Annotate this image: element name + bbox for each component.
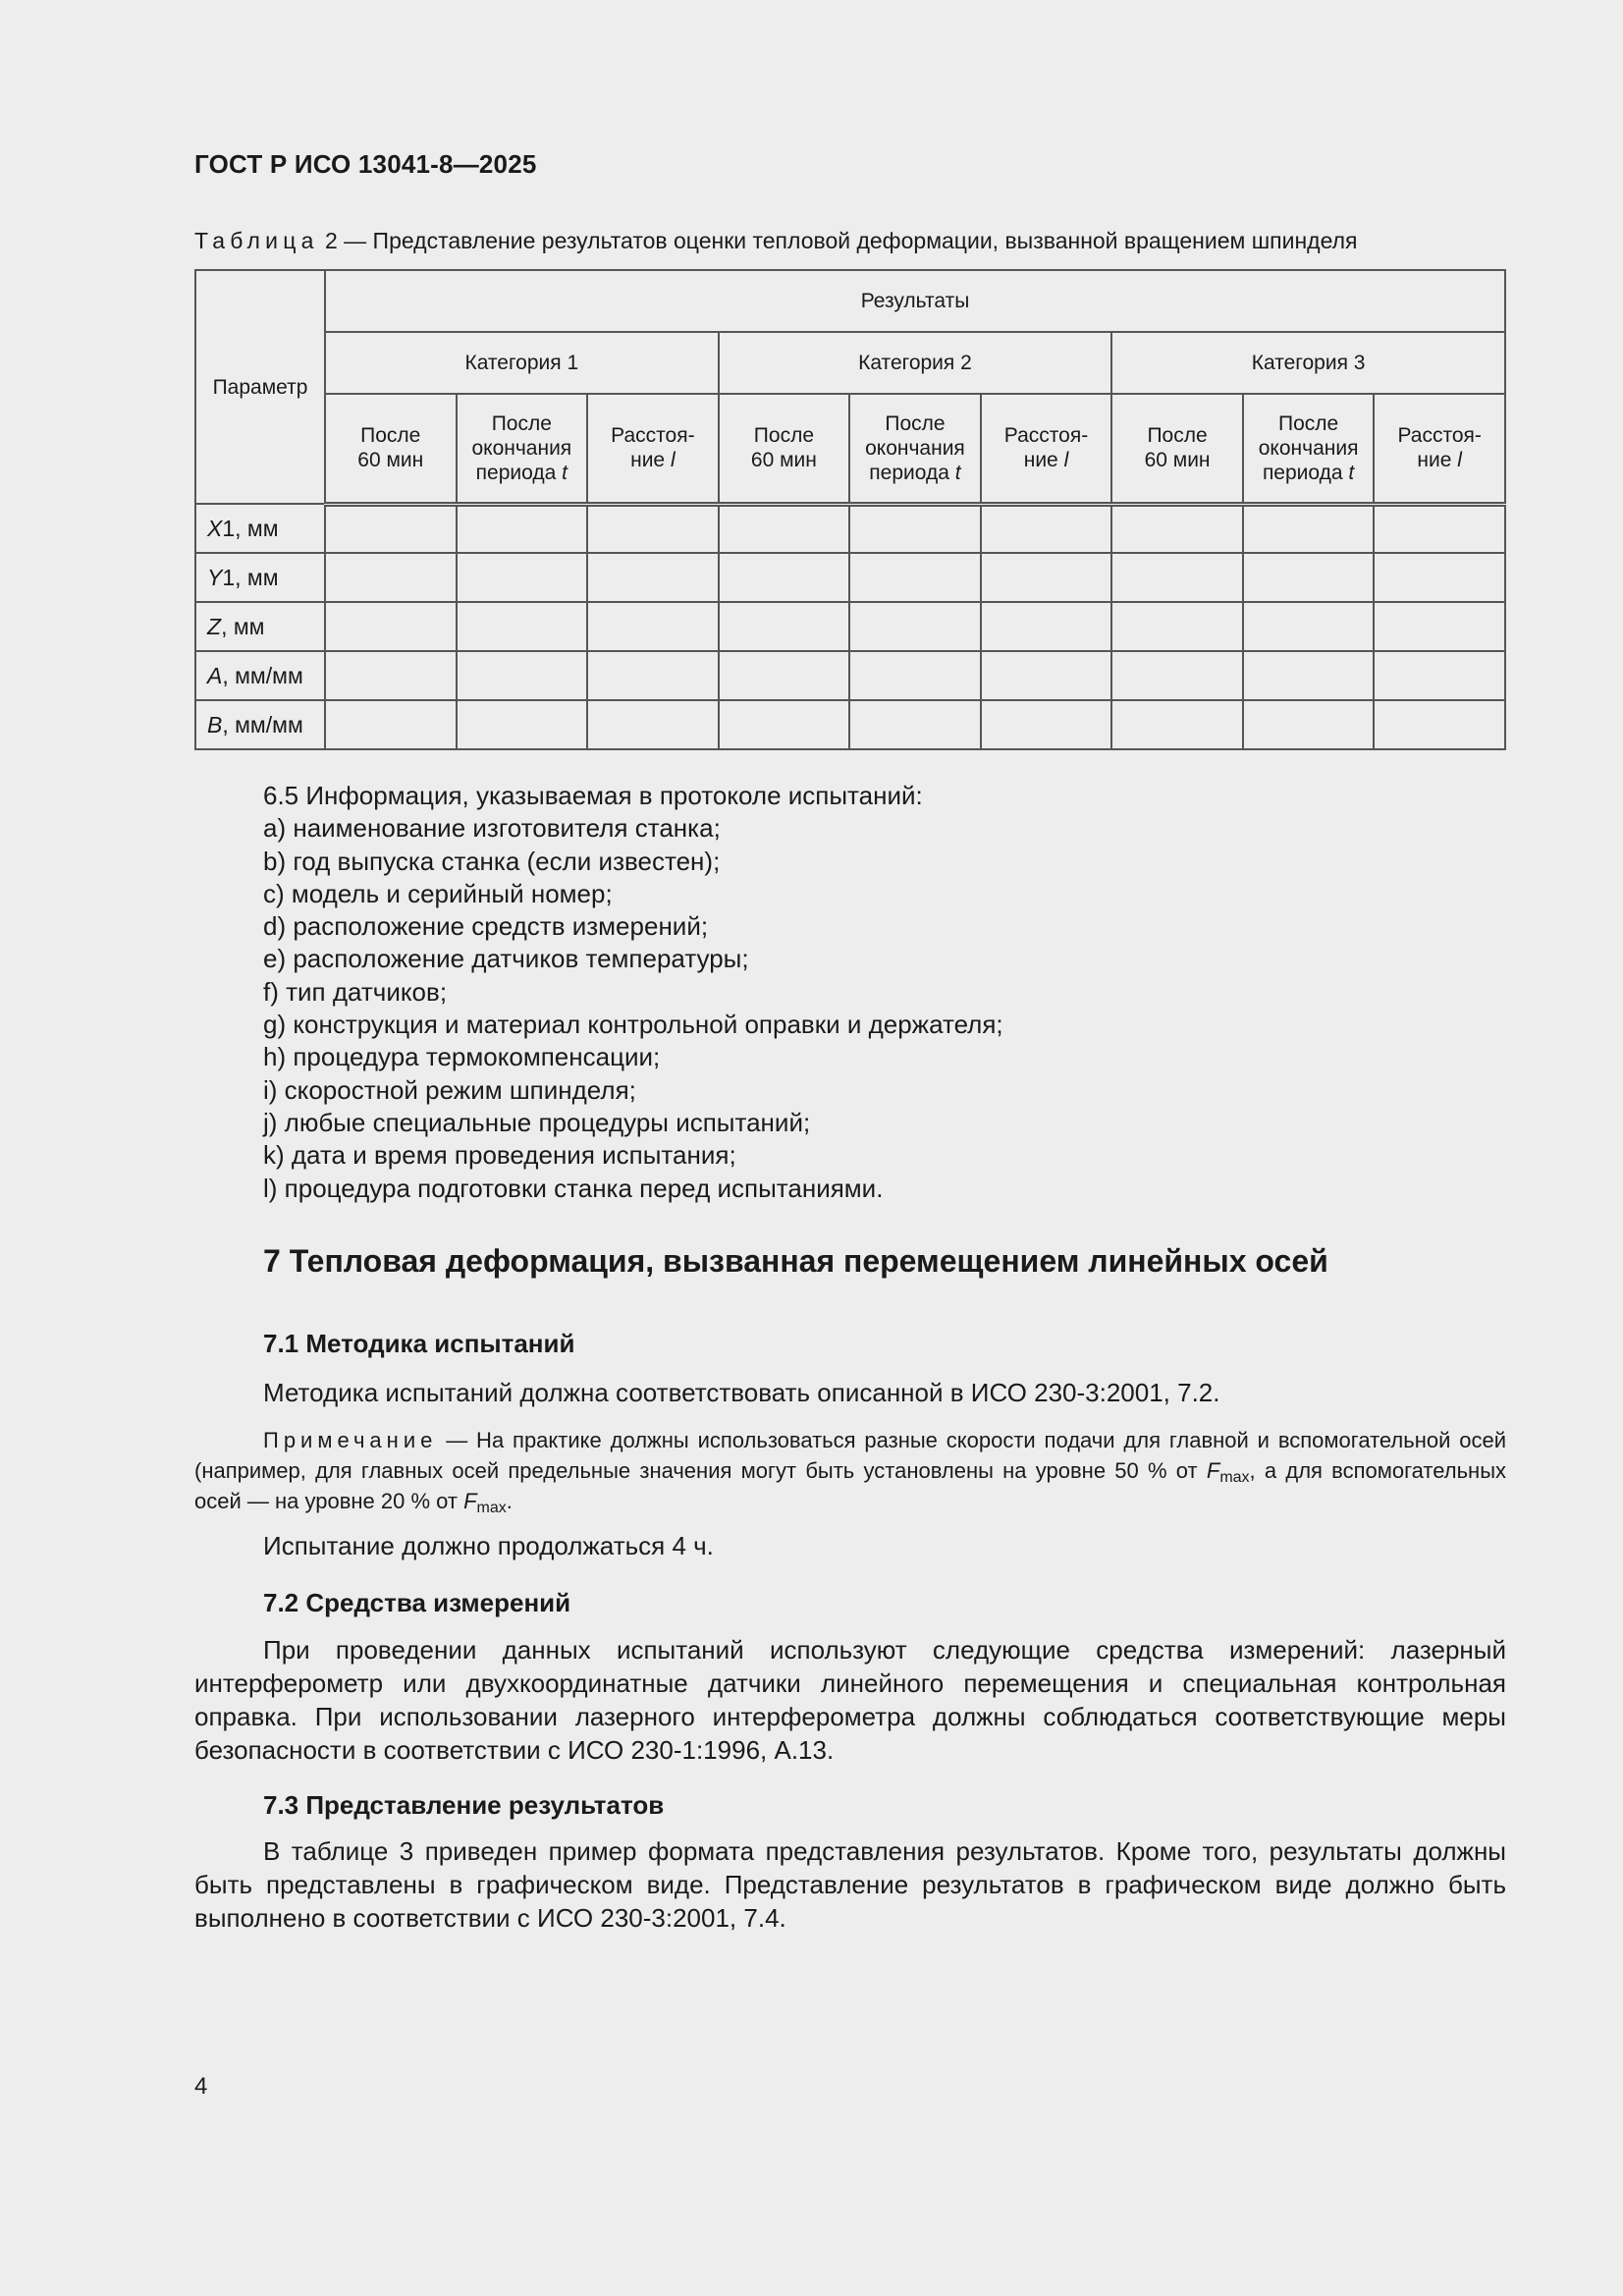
subheader-distance <box>1374 394 1505 504</box>
table-caption-text: 2 — Представление результатов оценки тепловой деформации, вызванной вращением шпинделя <box>324 228 1358 253</box>
subheader-line: окончания <box>1258 436 1359 460</box>
subheader-line: периода <box>1262 461 1343 484</box>
table-cell <box>981 651 1112 700</box>
category-header: Категория 3 <box>1111 332 1505 394</box>
table-cell <box>849 553 981 602</box>
subheader-line: 60 мин <box>357 449 424 472</box>
subheader-line: окончания <box>865 436 965 460</box>
subsection-title: 7.2 Средства измерений <box>263 1588 571 1617</box>
subheader-line: 60 мин <box>750 449 817 472</box>
paragraph: Методика испытаний должна соответствовать описанной в ИСО 230-3:2001, 7.2. <box>263 1378 1220 1407</box>
subheader-after-60-min <box>719 394 850 504</box>
table-cell <box>981 602 1112 651</box>
row-parameter <box>195 700 325 749</box>
note-subscript: max <box>476 1500 507 1516</box>
note <box>194 1425 1506 1516</box>
table-row <box>195 602 1505 651</box>
table-row <box>195 504 1505 553</box>
subheader-distance <box>981 394 1112 504</box>
table-cell <box>457 700 588 749</box>
list-item: c) модель и серийный номер; <box>263 878 613 908</box>
subheader-after-60-min <box>325 394 457 504</box>
table-cell <box>587 504 719 553</box>
list-item: e) расположение датчиков температуры; <box>263 944 749 974</box>
table-cell <box>1111 553 1243 602</box>
table-caption-label: Таблица <box>194 228 319 253</box>
table-cell <box>1111 504 1243 553</box>
table-cell <box>587 700 719 749</box>
table-cell <box>457 553 588 602</box>
table-cell <box>981 700 1112 749</box>
results-header: Результаты <box>325 270 1505 332</box>
list-item: a) наименование изготовителя станка; <box>263 813 721 844</box>
row-parameter <box>195 651 325 700</box>
category-header: Категория 1 <box>325 332 719 394</box>
paragraph: В таблице 3 приведен пример формата представления результатов. Кроме того, результаты должны быть представлены в графическом виде. Представление результатов в графическом виде должно быть выполнено в соответствии с ИСО 230-3:2001, 7.4. <box>194 1836 1506 1933</box>
param-variable: A <box>207 662 223 688</box>
subheader-after-period-end <box>1243 394 1375 504</box>
subsection-title: 7.3 Представление результатов <box>263 1790 665 1820</box>
table-cell <box>849 504 981 553</box>
table-row <box>195 553 1505 602</box>
table-cell <box>719 553 850 602</box>
table-cell <box>1374 504 1505 553</box>
subheader-variable: t <box>562 461 568 484</box>
table-cell <box>587 553 719 602</box>
table-cell <box>1243 651 1375 700</box>
param-variable: X <box>207 515 223 541</box>
row-parameter <box>195 553 325 602</box>
table-cell <box>1111 700 1243 749</box>
table-cell <box>1374 602 1505 651</box>
note-variable: F <box>463 1489 477 1513</box>
table-cell <box>325 504 457 553</box>
subheader-line: После <box>753 424 815 448</box>
subheader-after-period-end <box>457 394 588 504</box>
table-cell <box>325 553 457 602</box>
section-title: 7 Тепловая деформация, вызванная перемещением линейных осей <box>263 1243 1328 1279</box>
paragraph: Испытание должно продолжаться 4 ч. <box>263 1531 714 1560</box>
subheader-after-60-min <box>1111 394 1243 504</box>
subheader-variable: l <box>1457 449 1462 472</box>
table-cell <box>1111 651 1243 700</box>
list-item: b) год выпуска станка (если известен); <box>263 846 721 876</box>
subheader-line: После <box>1147 424 1208 448</box>
table-cell <box>849 700 981 749</box>
table-caption <box>194 228 1358 254</box>
list-item: k) дата и время проведения испытания; <box>263 1140 736 1171</box>
table-cell <box>719 651 850 700</box>
table-cell <box>719 602 850 651</box>
subheader-line: 60 мин <box>1144 449 1211 472</box>
info-heading: 6.5 Информация, указываемая в протоколе испытаний: <box>263 781 923 810</box>
list-item: i) скоростной режим шпинделя; <box>263 1074 636 1105</box>
table-cell <box>1374 553 1505 602</box>
list-item: f) тип датчиков; <box>263 976 448 1007</box>
subheader-line: После <box>360 424 421 448</box>
table-row <box>195 700 1505 749</box>
subheader-variable: l <box>670 449 676 472</box>
subheader-line: ние <box>1417 449 1452 472</box>
subheader-line: периода <box>475 461 557 484</box>
subheader-line: После <box>885 411 946 435</box>
param-header: Параметр <box>195 270 325 504</box>
table-cell <box>719 504 850 553</box>
page-number: 4 <box>194 2073 208 2100</box>
subheader-line: окончания <box>471 436 572 460</box>
param-unit: , мм/мм <box>222 662 303 688</box>
table-cell <box>1243 553 1375 602</box>
row-parameter <box>195 602 325 651</box>
subheader-distance <box>587 394 719 504</box>
note-text: — На практике должны использоваться разные скорости подачи для главной и вспомогательной осей (например, для главных осей предельные значения могут быть установлены на уровне 50 % от <box>194 1428 1506 1483</box>
results-table <box>194 269 1506 750</box>
paragraph: При проведении данных испытаний используют следующие средства измерений: лазерный интерферометр или двухкоординатные датчики линейного перемещения и специальная контрольная оправка. При использовании лазерного интерферометра должны соблюдаться соответствующие меры безопасности в соответствии с ИСО 230-1:1996, А.13. <box>194 1635 1506 1765</box>
param-variable: B <box>207 711 223 738</box>
list-item: j) любые специальные процедуры испытаний; <box>263 1107 811 1137</box>
table-cell <box>325 602 457 651</box>
table-cell <box>981 553 1112 602</box>
table-cell <box>325 700 457 749</box>
table-cell <box>981 504 1112 553</box>
list-item: l) процедура подготовки станка перед испытаниями. <box>263 1173 884 1203</box>
table-cell <box>587 651 719 700</box>
subheader-variable: t <box>954 461 961 484</box>
table-cell <box>325 651 457 700</box>
subheader-line: Расстоя- <box>611 424 695 448</box>
subheader-variable: t <box>1348 461 1355 484</box>
subheader-line: периода <box>869 461 949 484</box>
subheader-after-period-end <box>849 394 981 504</box>
table-cell <box>849 602 981 651</box>
param-variable: Z <box>207 613 222 639</box>
table-cell <box>1243 602 1375 651</box>
table-row <box>195 651 1505 700</box>
table-cell <box>457 504 588 553</box>
table-cell <box>849 651 981 700</box>
table-cell <box>457 651 588 700</box>
subheader-line: Расстоя- <box>1003 424 1089 448</box>
note-subscript: max <box>1219 1469 1250 1486</box>
subheader-line: После <box>491 411 552 435</box>
table-cell <box>1243 700 1375 749</box>
subheader-line: После <box>1277 411 1339 435</box>
table-cell <box>1111 602 1243 651</box>
subheader-line: ние <box>630 449 666 472</box>
subheader-variable: l <box>1063 449 1069 472</box>
table-cell <box>719 700 850 749</box>
note-text: , а для вспомогательных осей — на уровне 20 % от <box>194 1458 1507 1513</box>
info-list <box>263 780 1500 1205</box>
list-item: d) расположение средств измерений; <box>263 911 709 942</box>
subsection-title: 7.1 Методика испытаний <box>263 1329 575 1358</box>
subheader-line: Расстоя- <box>1397 424 1482 448</box>
note-variable: F <box>1206 1458 1220 1483</box>
list-item: h) процедура термокомпенсации; <box>263 1042 661 1072</box>
note-label: Примечание <box>263 1428 438 1452</box>
category-header: Категория 2 <box>719 332 1112 394</box>
row-parameter <box>195 504 325 553</box>
table-cell <box>457 602 588 651</box>
param-variable: Y <box>207 564 223 590</box>
param-unit: , мм/мм <box>222 711 303 738</box>
table-cell <box>587 602 719 651</box>
table-cell <box>1374 700 1505 749</box>
param-unit: 1, мм <box>222 564 279 590</box>
note-text: . <box>506 1489 513 1513</box>
subheader-line: ние <box>1023 449 1058 472</box>
param-unit: , мм <box>221 613 265 639</box>
table-cell <box>1374 651 1505 700</box>
table-cell <box>1243 504 1375 553</box>
param-unit: 1, мм <box>222 515 279 541</box>
document-header: ГОСТ Р ИСО 13041-8—2025 <box>194 149 537 179</box>
list-item: g) конструкция и материал контрольной оправки и держателя; <box>263 1010 1003 1040</box>
